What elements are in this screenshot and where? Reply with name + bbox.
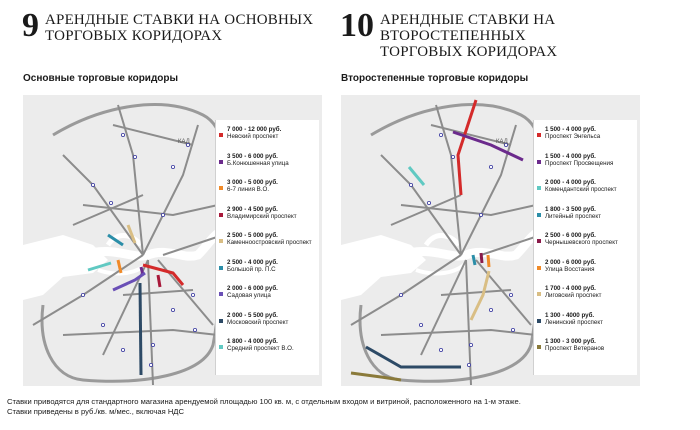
- legend-corridor-name: Улица Восстания: [545, 265, 595, 273]
- legend-rate: 1 700 - 4 000 руб.: [545, 285, 596, 292]
- legend-rate: 2 000 - 4 000 руб.: [545, 179, 596, 186]
- legend-swatch: [537, 345, 541, 349]
- legend-text: [545, 153, 637, 167]
- footnote-line1: Ставки приводятся для стандартного магазина арендуемой площадью 100 кв. м, с отдельным входом и витриной, расположенного на 1-м этаже.: [7, 397, 521, 406]
- footnote-line2: Ставки приведены в руб./кв. м/мес., включая НДС: [7, 406, 184, 416]
- corridor-ligovsky: [471, 271, 489, 320]
- corridor-engelsa: [458, 100, 476, 195]
- legend-text: [545, 285, 637, 299]
- legend-text: [545, 206, 637, 220]
- corridor-leninsky: [366, 347, 461, 367]
- legend-corridor-name: Проспект Просвещения: [545, 159, 614, 167]
- legend-rate: 1 300 - 4000 руб.: [545, 311, 595, 319]
- legend-swatch: [219, 266, 223, 270]
- left-map-panel: [23, 95, 322, 386]
- legend-corridor-name: Лиговский проспект: [545, 292, 602, 300]
- legend-corridor-name: Владимирский проспект: [227, 212, 297, 220]
- right-figure-number: 10: [340, 7, 374, 44]
- legend-swatch: [219, 160, 223, 164]
- legend-rate: 1 800 - 3 500 руб.: [545, 205, 596, 213]
- right-title-line1: АРЕНДНЫЕ СТАВКИ НА ВТОРОСТЕПЕННЫХ: [380, 12, 556, 44]
- left-heading: [22, 9, 322, 44]
- legend-swatch: [537, 239, 541, 243]
- right-map-panel: [341, 95, 640, 386]
- legend-text: [227, 153, 319, 167]
- legend-text: [545, 232, 637, 246]
- legend-rate: 3 500 - 6 000 руб.: [227, 152, 278, 160]
- legend-swatch: [537, 186, 541, 190]
- right-kad-label: КАД: [496, 139, 508, 145]
- legend-rate: 2 500 - 4 000 руб.: [227, 258, 278, 266]
- left-kad-label: КАД: [178, 139, 190, 145]
- legend-swatch: [219, 292, 223, 296]
- legend-corridor-name: 6-7 линия В.О.: [227, 186, 270, 194]
- left-map-subtitle: Основные торговые коридоры: [23, 73, 179, 84]
- legend-corridor-name: Литейный проспект: [545, 212, 601, 220]
- legend-corridor-name: Б.Конюшенная улица: [227, 159, 289, 167]
- right-figure-title: [380, 9, 700, 60]
- legend-text: [545, 259, 637, 273]
- legend-swatch: [537, 266, 541, 270]
- legend-corridor-name: Проспект Ветеранов: [545, 345, 605, 353]
- legend-rate: 3 000 - 5 000 руб.: [227, 179, 278, 186]
- legend-text: [227, 179, 319, 193]
- legend-swatch: [537, 213, 541, 217]
- left-legend: [215, 120, 319, 375]
- corridor-moskovsky: [140, 283, 141, 375]
- legend-corridor-name: Чернышевского проспект: [545, 239, 618, 247]
- legend-rate: 2 000 - 6 000 руб.: [227, 285, 278, 292]
- legend-rate: 1 500 - 4 000 руб.: [545, 152, 596, 160]
- legend-swatch: [219, 213, 223, 217]
- legend-rate: 2 000 - 5 500 руб.: [227, 311, 278, 319]
- legend-corridor-name: Ленинский проспект: [545, 318, 603, 326]
- legend-text: [227, 312, 319, 326]
- legend-text: [545, 126, 637, 140]
- legend-text: [227, 338, 319, 352]
- legend-text: [545, 179, 637, 193]
- legend-corridor-name: Комендантский проспект: [545, 186, 617, 194]
- corridor-vosstaniya: [488, 255, 489, 267]
- gulf-water: [341, 235, 426, 300]
- legend-corridor-name: Проспект Энгельса: [545, 133, 601, 141]
- legend-text: [227, 259, 319, 273]
- legend-rate: 1 500 - 4 000 руб.: [545, 126, 596, 133]
- legend-swatch: [219, 186, 223, 190]
- corridor-komendantsky: [409, 167, 424, 185]
- legend-corridor-name: Московский проспект: [227, 318, 289, 326]
- legend-corridor-name: Невский проспект: [227, 133, 279, 141]
- legend-rate: 7 000 - 12 000 руб.: [227, 126, 282, 133]
- legend-text: [545, 338, 637, 352]
- footnote: [7, 397, 687, 416]
- left-title-line1: АРЕНДНЫЕ СТАВКИ НА ОСНОВНЫХ: [45, 12, 314, 28]
- legend-swatch: [219, 319, 223, 323]
- legend-text: [227, 126, 319, 140]
- right-map-subtitle: Второстепенные торговые коридоры: [341, 73, 529, 84]
- legend-corridor-name: Средний проспект В.О.: [227, 345, 294, 353]
- legend-swatch: [219, 239, 223, 243]
- legend-corridor-name: Каменноостровский проспект: [227, 239, 312, 247]
- legend-text: [227, 285, 319, 299]
- legend-swatch: [537, 292, 541, 296]
- left-figure-number: 9: [22, 7, 39, 44]
- legend-rate: 1 300 - 3 000 руб.: [545, 338, 596, 345]
- legend-rate: 2 000 - 6 000 руб.: [545, 258, 596, 266]
- legend-text: [545, 312, 637, 326]
- left-title-line2: ТОРГОВЫХ КОРИДОРАХ: [45, 28, 223, 44]
- legend-text: [227, 206, 319, 220]
- legend-swatch: [537, 133, 541, 137]
- legend-swatch: [537, 319, 541, 323]
- legend-corridor-name: Большой пр. П.С: [227, 265, 276, 273]
- corridor-chernyshevskogo: [481, 253, 482, 263]
- right-title-line2: ТОРГОВЫХ КОРИДОРАХ: [380, 44, 558, 60]
- corridor-veteranov: [351, 373, 401, 380]
- right-legend: [533, 120, 637, 375]
- legend-rate: 2 900 - 4 500 руб.: [227, 205, 278, 213]
- right-heading: [340, 9, 700, 60]
- corridor-liteyny: [473, 255, 475, 265]
- legend-swatch: [219, 345, 223, 349]
- legend-rate: 2 500 - 5 000 руб.: [227, 232, 278, 239]
- legend-rate: 1 800 - 4 000 руб.: [227, 338, 278, 345]
- legend-rate: 2 500 - 6 000 руб.: [545, 232, 596, 239]
- legend-swatch: [537, 160, 541, 164]
- legend-corridor-name: Садовая улица: [227, 292, 271, 300]
- legend-swatch: [219, 133, 223, 137]
- left-figure-title: [45, 9, 313, 44]
- legend-text: [227, 232, 319, 246]
- corridor-vladimirsky: [158, 275, 160, 287]
